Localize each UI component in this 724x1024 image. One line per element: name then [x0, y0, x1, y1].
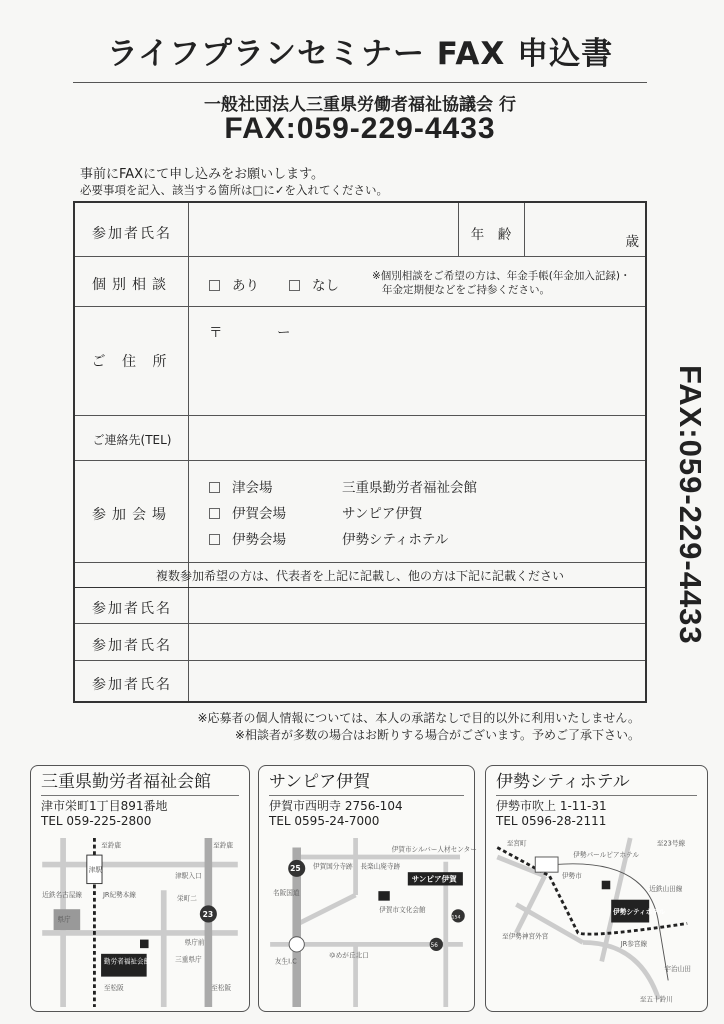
divider [75, 460, 645, 461]
venue-option-iga[interactable] [209, 501, 477, 527]
page-title: ライフプランセミナー FAX 申込書 [106, 36, 614, 72]
postal-mark: 〒 [209, 325, 223, 341]
map-label: JR参宮線 [620, 940, 648, 949]
route-56-label: 56 [430, 943, 438, 950]
recipient-organization: 一般社団法人三重県労働者福祉協議会 行 [204, 95, 516, 115]
map-label: ゆめが丘北口 [328, 951, 369, 960]
fax-number: FAX:059-229-4433 [224, 112, 496, 145]
venue-site: 伊賀会場 [232, 506, 286, 522]
venue-option-ise[interactable] [209, 527, 477, 553]
instruction-text: 必要事項を記入、該当する箇所は□に✓を入れてください。 [80, 183, 388, 197]
map-label: 至鈴鹿 [213, 841, 233, 850]
extra-name-label: 参加者氏名 [92, 677, 172, 693]
map-marker-label: 勤労者福祉会館 [103, 957, 151, 966]
map-label: JR紀勢本線 [102, 890, 137, 899]
consultation-note [372, 269, 631, 297]
venue-site: 伊勢会場 [232, 532, 286, 548]
footnotes [197, 710, 640, 744]
map-label: 至23号線 [656, 839, 686, 848]
divider [75, 256, 645, 257]
map-iga [265, 838, 477, 1007]
map-label: 至松阪 [211, 983, 232, 992]
postal-dash: ー [277, 325, 291, 341]
tel-field[interactable] [189, 416, 647, 460]
map-label: 長楽山廃寺跡 [360, 862, 401, 871]
extra-name-field[interactable] [189, 661, 647, 701]
checkbox[interactable] [289, 280, 300, 291]
capacity-note: ※相談者が多数の場合はお断りする場合がございます。予めご了承下さい。 [234, 728, 640, 742]
address-label: ご 住 所 [91, 354, 173, 370]
intro-text: 事前にFAXにて申し込みをお願いします。 [80, 167, 325, 182]
extra-name-field[interactable] [189, 588, 647, 623]
map-label: 伊賀市文化会館 [379, 906, 426, 915]
extra-name-label: 参加者氏名 [92, 601, 172, 617]
checkbox[interactable] [209, 482, 220, 493]
map-marker-label: 伊勢シティホテル [613, 907, 666, 916]
consult-no-option[interactable] [289, 274, 339, 294]
location-name: 伊勢シティホテル [496, 772, 697, 796]
venue-options [209, 475, 477, 553]
map-label: 伊賀市シルバー人材センター [391, 845, 477, 854]
map-label: 至鈴鹿 [101, 841, 121, 850]
location-name: サンピア伊賀 [269, 772, 464, 796]
application-form [73, 201, 647, 703]
location-card-tsu [30, 765, 250, 1012]
address-field[interactable] [189, 307, 647, 415]
vertical-fax-number: FAX:059-229-4433 [673, 365, 708, 645]
venue-label: 参加会場 [92, 507, 172, 523]
route-23-label: 23 [202, 909, 214, 919]
map-marker-label: サンピア伊賀 [411, 874, 457, 884]
map-label: 県庁 [57, 915, 71, 924]
multiple-participants-note: 複数参加希望の方は、代表者を上記に記載し、他の方は下記に記載ください [155, 569, 564, 583]
map-label: 津駅入口 [175, 871, 202, 880]
tel-label: ご連絡先(TEL) [92, 433, 172, 447]
age-unit: 歳 [625, 234, 639, 250]
map-label: 栄町二 [177, 894, 197, 903]
venue-hall: 三重県勤労者福祉会館 [342, 480, 477, 496]
option-label: あり [232, 278, 259, 294]
map-tsu [37, 838, 243, 1007]
extra-name-label: 参加者氏名 [92, 638, 172, 654]
checkbox[interactable] [209, 534, 220, 545]
map-label: 友生I.C [274, 957, 297, 966]
venue-site: 津会場 [232, 480, 273, 496]
age-field[interactable] [525, 203, 647, 256]
location-tel: TEL 0595-24-7000 [269, 814, 380, 828]
map-ise [492, 838, 701, 1007]
map-label: 伊勢パールピアホテル [573, 850, 640, 859]
venue-option-tsu[interactable] [209, 475, 477, 501]
venue-hall: サンピア伊賀 [342, 506, 423, 522]
route-25-label: 25 [290, 864, 301, 874]
map-label: 至伊勢神宮外宮 [502, 932, 549, 941]
location-card-iga [258, 765, 475, 1012]
age-label: 年 齢 [470, 227, 512, 243]
location-address: 伊賀市西明寺 2756-104 [269, 799, 403, 813]
map-label: 至五十鈴川 [639, 995, 673, 1004]
map-label: 名阪国道 [272, 888, 300, 897]
map-label: 近鉄名古屋線 [42, 890, 82, 899]
title-divider [73, 82, 647, 83]
location-tel: TEL 0596-28-2111 [496, 814, 607, 828]
map-label: 津駅 [88, 866, 102, 875]
location-name: 三重県勤労者福祉会館 [41, 772, 239, 796]
location-address: 津市栄町1丁目891番地 [41, 799, 168, 813]
map-label: 宇治山田 [664, 964, 691, 973]
map-label: 三重県庁 [175, 955, 202, 964]
venue-hall: 伊勢シティホテル [342, 532, 449, 548]
participant-name-label: 参加者氏名 [92, 226, 172, 242]
map-label: 伊賀国分寺跡 [312, 862, 353, 871]
route-154-label: 154 [451, 915, 461, 921]
checkbox[interactable] [209, 280, 220, 291]
map-label: 至宮町 [506, 839, 527, 848]
divider [75, 562, 645, 563]
option-label: なし [312, 278, 339, 294]
location-address: 伊勢市吹上 1-11-31 [496, 799, 607, 813]
consult-yes-option[interactable] [209, 274, 259, 294]
location-card-ise [485, 765, 708, 1012]
map-label: 伊勢市 [561, 871, 582, 880]
extra-name-field[interactable] [189, 624, 647, 660]
checkbox[interactable] [209, 508, 220, 519]
location-tel: TEL 059-225-2800 [41, 814, 152, 828]
privacy-note: ※応募者の個人情報については、本人の承諾なしで目的以外に利用いたしません。 [197, 711, 640, 725]
participant-name-field[interactable] [189, 203, 458, 256]
note-line: 年金定期便などをご持参ください。 [382, 284, 550, 296]
map-label: 近鉄山田線 [649, 885, 683, 894]
map-label: 県庁前 [184, 938, 205, 947]
consultation-label: 個別相談 [92, 277, 172, 293]
note-line: ※個別相談をご希望の方は、年金手帳(年金加入記録)・ [372, 270, 631, 282]
map-label: 至松阪 [103, 983, 124, 992]
